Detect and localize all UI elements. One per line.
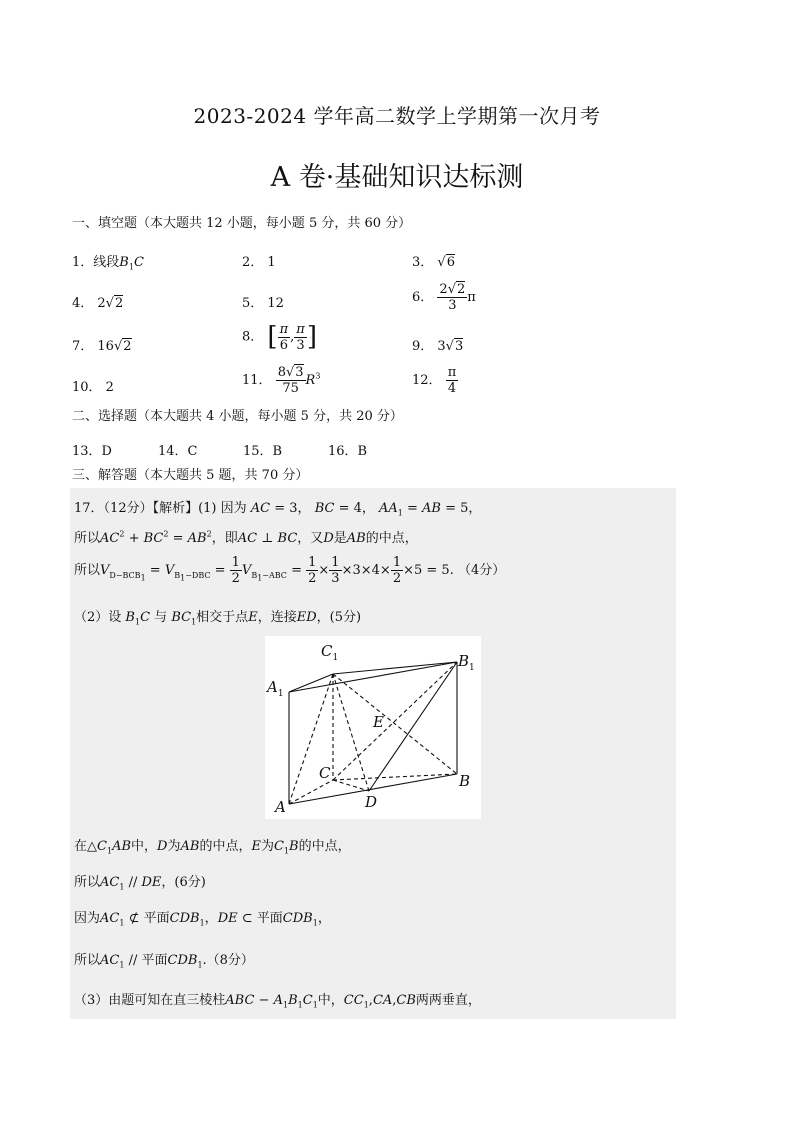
prism-diagram bbox=[265, 636, 481, 819]
page-subtitle: A 卷·基础知识达标测 bbox=[270, 162, 524, 193]
q17-line7: 因为$AC_1$ ⊄ 平面$CDB_1$，DE ⊂ 平面$CDB_1$， bbox=[74, 911, 331, 928]
q17-line2: 所以$AC^2 + BC^2 = AB^2$，即AC ⊥ BC，又D是AB的中点， bbox=[74, 529, 418, 546]
q17-line8: 所以$AC_1$ // 平面$CDB_1.(8$分） bbox=[74, 953, 254, 970]
answer-7: 7． 16√2 bbox=[72, 339, 132, 354]
answer-9: 9． 3√3 bbox=[412, 339, 464, 354]
answer-1: 1．线段$B_1C$ bbox=[72, 255, 144, 272]
answer-3: 3． √6 bbox=[412, 255, 455, 270]
answer-15: 15．B bbox=[243, 444, 283, 459]
page-title: 2023-2024 学年高二数学上学期第一次月考 bbox=[193, 104, 601, 128]
label-e: E bbox=[373, 713, 384, 731]
q17-line3: 所以$V_{D-BCB_1} = V_{B_1-DBC}$ = $\frac{1}{2}$ $V_{B_1-ABC}$ = $\frac{1}{2}$ × $\frac{1}{3}$ ×3×4× $\frac{1}{2}$ ×5 = 5. （4分） bbox=[74, 555, 506, 586]
label-a: A bbox=[275, 798, 286, 816]
label-d: D bbox=[365, 793, 378, 811]
q17-line9: （3）由题可知在直三棱柱ABC − $A_1B_1C_1$中，$CC_1,CA,CB$两两垂直， bbox=[74, 993, 481, 1010]
answer-6: 6． $\frac{2√2}{3}$ π bbox=[412, 282, 476, 313]
answer-14: 14．C bbox=[158, 444, 198, 459]
q17-line6: 所以$AC_1$ // DE，(6分) bbox=[74, 875, 206, 892]
answer-11: 11． $\frac{8√3}{75}$ $R^3$ bbox=[242, 365, 321, 396]
q17-line5: 在$\triangle C_1AB$中，D为AB的中点，E为$C_1B$的中点， bbox=[74, 839, 351, 856]
section-choice-heading: 二、选择题（本大题共 4 小题，每小题 5 分，共 20 分） bbox=[72, 409, 403, 424]
answer-13: 13．D bbox=[72, 444, 112, 459]
label-b1: $B_1$ bbox=[458, 652, 475, 673]
answer-16: 16．B bbox=[328, 444, 368, 459]
answer-8: 8． [ $\frac{\pi}{6}$ , $\frac{\pi}{3}$ ] bbox=[242, 321, 317, 353]
q17-line4: （2）设 $B_1C$ 与 $BC_1$相交于点E，连接ED，(5分) bbox=[74, 610, 362, 627]
label-a1: $A_1$ bbox=[267, 678, 284, 699]
answer-5: 5． 12 bbox=[242, 296, 284, 311]
answer-4: 4． 2√2 bbox=[72, 296, 124, 311]
section-solve-heading: 三、解答题（本大题共 5 题，共 70 分） bbox=[72, 468, 309, 483]
label-b: B bbox=[459, 772, 471, 790]
label-c: C bbox=[319, 764, 331, 782]
prism-figure bbox=[265, 636, 481, 819]
answer-2: 2． 1 bbox=[242, 255, 276, 270]
label-c1: $C_1$ bbox=[321, 642, 339, 663]
section-fill-heading: 一、填空题（本大题共 12 小题，每小题 5 分，共 60 分） bbox=[72, 216, 412, 231]
answer-12: 12． $\frac{\pi}{4}$ bbox=[412, 365, 457, 396]
answer-10: 10． 2 bbox=[72, 380, 114, 395]
q17-line1: 17．（12分）【解析】(1) 因为 AC = 3， BC = 4， $AA_1$ = AB = 5， bbox=[74, 501, 482, 518]
